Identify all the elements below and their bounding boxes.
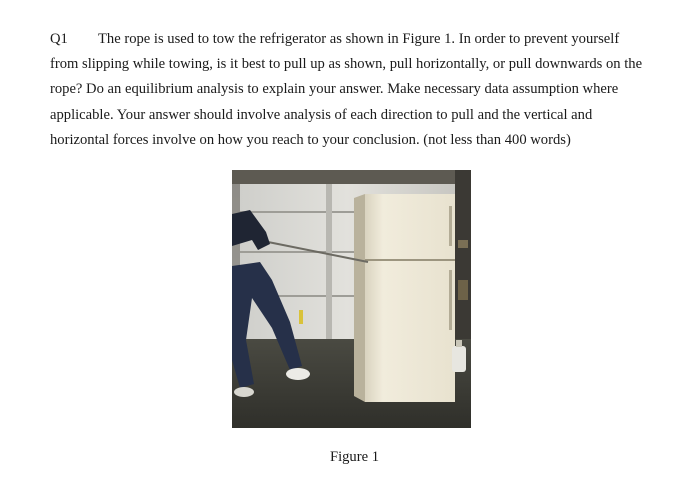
question-line-4: applicable. Your answer should involve analysis of each direction to pull and the vertical and bbox=[50, 106, 593, 123]
question-line-2: from slipping while towing, is it best to pull up as shown, pull horizontally, or pull downwards on the bbox=[50, 56, 643, 73]
refrigerator-towing-photo-icon bbox=[232, 170, 471, 428]
question-line-3: rope? Do an equilibrium analysis to explain your answer. Make necessary data assumption where bbox=[50, 81, 619, 98]
question-text bbox=[50, 27, 650, 153]
figure-caption: Figure 1 bbox=[329, 449, 380, 465]
question-line-1 bbox=[50, 27, 650, 52]
question-line-1-text: The rope is used to tow the refrigerator as shown in Figure 1. In order to prevent yourself bbox=[98, 31, 620, 47]
question-line-5: horizontal forces involve on how you reach to your conclusion. (not less than 400 words) bbox=[50, 131, 571, 148]
figure-photo bbox=[232, 170, 471, 428]
question-number: Q1 bbox=[50, 31, 68, 47]
